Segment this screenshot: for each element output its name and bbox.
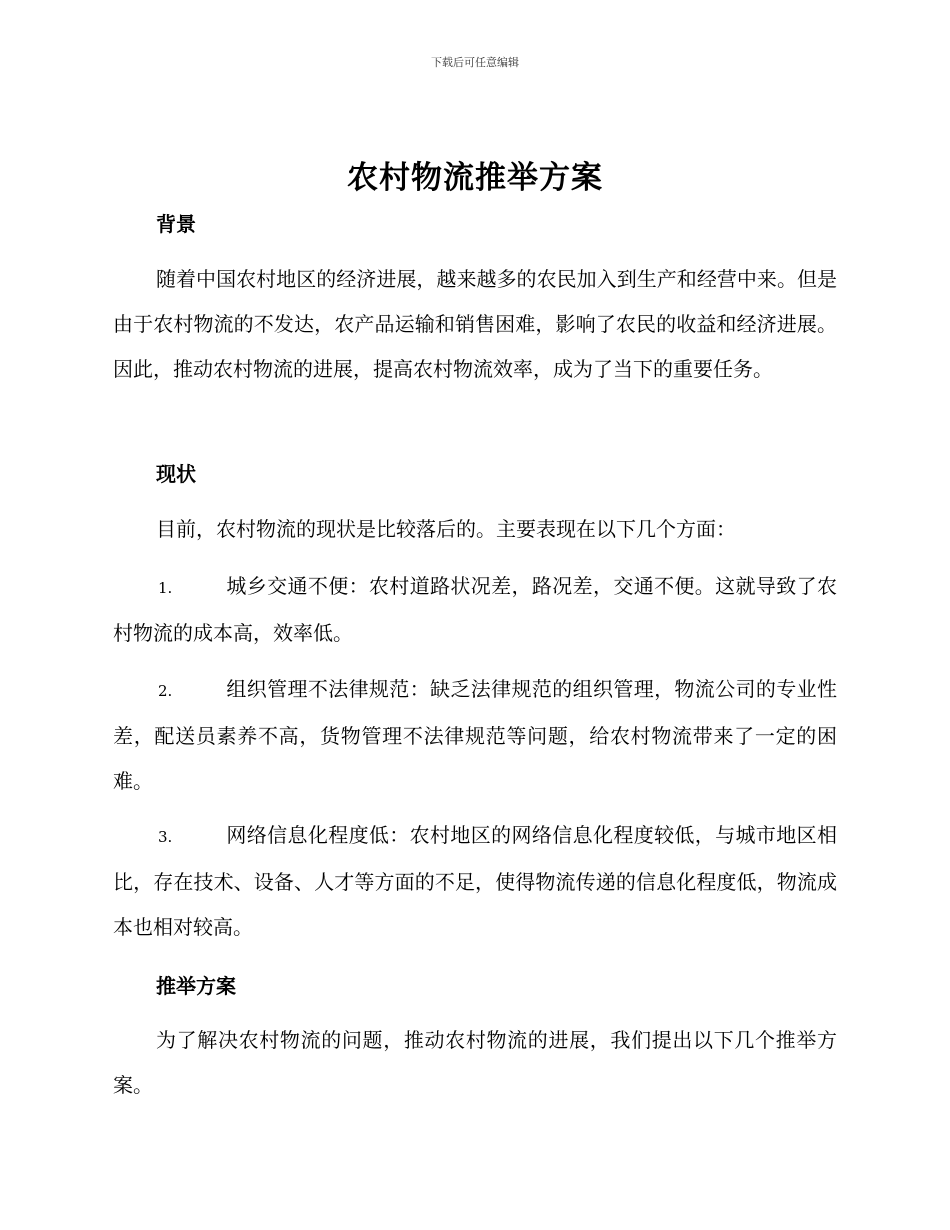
background-paragraph: 随着中国农村地区的经济进展，越来越多的农民加入到生产和经营中来。但是由于农村物流的不发达，农产品运输和销售困难，影响了农民的收益和经济进展。因此，推动农村物流的进展，提高农村物流效率，成为了当下的重要任务。 bbox=[113, 267, 837, 381]
proposal-paragraph: 为了解决农村物流的问题，推动农村物流的进展，我们提出以下几个推举方案。 bbox=[113, 1028, 837, 1097]
list-item-text: 网络信息化程度低：农村地区的网络信息化程度较低，与城市地区相比，存在技术、设备、人才等方面的不足，使得物流传递的信息化程度低，物流成本也相对较高。 bbox=[113, 823, 837, 939]
list-item-text: 组织管理不法律规范：缺乏法律规范的组织管理，物流公司的专业性差，配送员素养不高，货物管理不法律规范等问题，给农村物流带来了一定的困难。 bbox=[113, 677, 837, 793]
status-intro-paragraph: 目前，农村物流的现状是比较落后的。主要表现在以下几个方面： bbox=[156, 517, 736, 541]
list-item-number: 3. bbox=[158, 828, 173, 846]
document-title: 农村物流推举方案 bbox=[347, 160, 603, 196]
header-note: 下载后可任意编辑 bbox=[431, 56, 519, 69]
list-item-number: 1. bbox=[158, 579, 173, 597]
section-heading-status: 现状 bbox=[156, 462, 196, 486]
list-item bbox=[113, 813, 837, 950]
list-item bbox=[113, 564, 837, 656]
section-heading-proposal: 推举方案 bbox=[156, 974, 236, 998]
section-heading-background: 背景 bbox=[156, 212, 196, 236]
list-item-text: 城乡交通不便：农村道路状况差，路况差，交通不便。这就导致了农村物流的成本高，效率低。 bbox=[113, 574, 837, 645]
list-item bbox=[113, 667, 837, 804]
list-item-number: 2. bbox=[158, 682, 173, 700]
